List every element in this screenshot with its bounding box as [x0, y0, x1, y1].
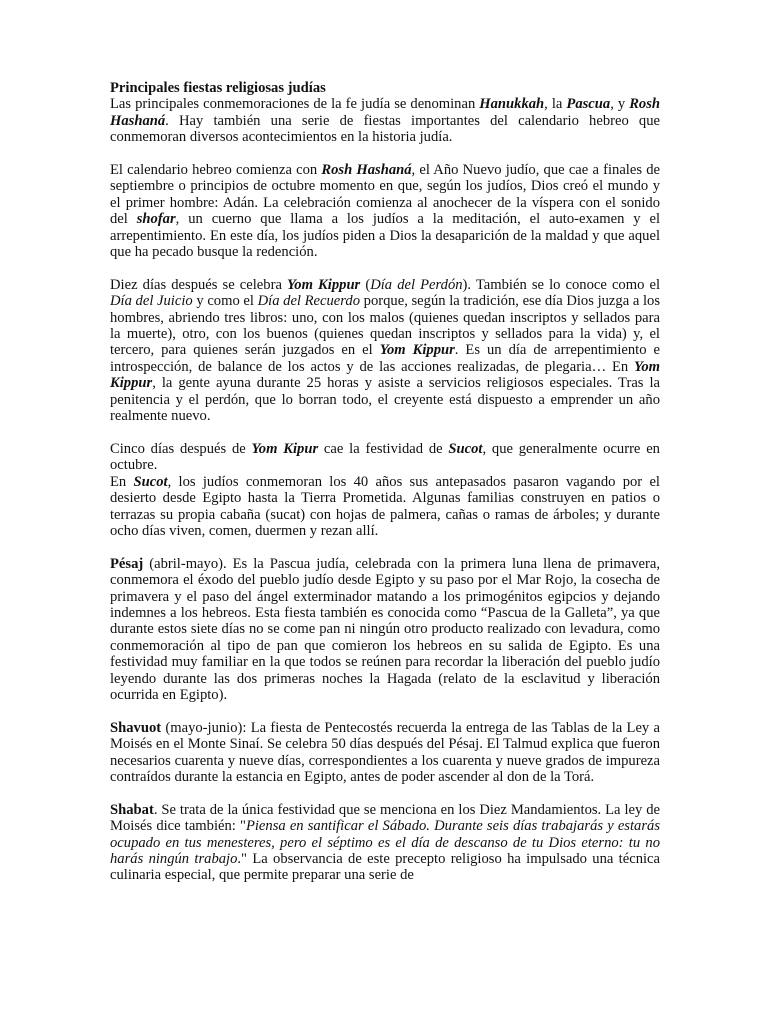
- text-run: Yom Kippur: [287, 276, 361, 293]
- text-run: , la gente ayuna durante 25 horas y asiste a servicios religiosos especiales. Tras la penitencia y el perdón, que lo borran todo, el creyente está dispuesto a emprender un año realmente nuevo.: [110, 375, 660, 425]
- sucot-paragraph-2: [110, 474, 660, 540]
- text-run: Sucot: [133, 473, 168, 490]
- text-run: Pascua: [566, 96, 611, 113]
- text-run: Diez días después se celebra: [110, 276, 288, 293]
- text-run: Shabat: [110, 801, 154, 818]
- text-run: . Se trata de la única festividad que se menciona en los Diez Mandamientos. La ley de Moisés dice también: ": [110, 801, 660, 835]
- text-run: Hanukkah: [479, 96, 545, 113]
- text-run: Cinco días después de: [110, 440, 252, 457]
- sucot-paragraph-1: [110, 441, 660, 474]
- text-run: En: [110, 473, 134, 490]
- text-run: , un cuerno que llama a los judíos a la meditación, el auto-examen y el arrepentimiento. En este día, los judíos piden a Dios la desaparición de la maldad y que aquel que ha pecado busque la redención.: [110, 211, 661, 261]
- rosh-hashana-paragraph: [110, 162, 660, 260]
- text-run: porque, según la tradición, ese día Dios juzga a los hombres, abriendo tres libros: uno, con los malos (quienes quedan inscriptos y sellados para la muerte), otro, con los buenos (quienes quedan inscriptos y sellados para la vida) y, el tercero, para quienes serán juzgados en el: [110, 293, 660, 359]
- pesaj-paragraph: [110, 556, 660, 704]
- text-run: Yom Kippur: [379, 342, 455, 359]
- intro-paragraph: [110, 80, 660, 146]
- text-run: ." La observancia de este precepto religioso ha impulsado una técnica culinaria especial, que permite preparar una serie de: [110, 851, 660, 884]
- text-run: Yom Kippur: [110, 358, 660, 392]
- paragraph-body: [110, 96, 660, 145]
- text-run: (: [360, 276, 371, 293]
- text-run: Rosh Hashaná: [321, 162, 412, 179]
- text-run: cae la festividad de: [318, 440, 449, 457]
- text-run: , la: [544, 96, 567, 113]
- shabat-paragraph: [110, 802, 660, 884]
- text-run: Día del Perdón: [370, 276, 463, 293]
- text-run: , los judíos conmemoran los 40 años sus antepasados pasaron vagando por el desierto desde Egipto hasta la Tierra Prometida. Algunas familias construyen en patios o terrazas su propia cabaña (sucat) con hojas de palmera, cañas o ramas de árboles; y durante ocho días viven, comen, duermen y rezan allí.: [110, 473, 660, 539]
- shavuot-paragraph: [110, 720, 660, 786]
- text-run: , y: [610, 96, 630, 113]
- text-run: Día del Juicio: [110, 293, 193, 310]
- text-run: Yom Kipur: [251, 440, 319, 457]
- document-title: Principales fiestas religiosas judías: [110, 80, 326, 96]
- text-run: y como el: [192, 293, 258, 310]
- text-run: . Es un día de arrepentimiento e introspección, de balance de los actos y de las acciones realizadas, de plegaria… En: [110, 342, 660, 375]
- text-run: . Hay también una serie de fiestas importantes del calendario hebreo que conmemoran diversos acontecimientos en la historia judía.: [110, 112, 660, 146]
- text-run: Día del Recuerdo: [257, 293, 361, 310]
- text-run: , que generalmente ocurre en octubre.: [110, 440, 660, 474]
- text-run: ). También se lo conoce como el: [462, 276, 660, 293]
- text-run: Las principales conmemoraciones de la fe judía se denominan: [110, 96, 480, 113]
- text-run: , el Año Nuevo judío, que cae a finales de septiembre o principios de octubre momento en que, según los judíos, Dios creó el mundo y el primer hombre: Adán. La celebración comienza al anochecer de la víspera con el sonido del: [110, 162, 660, 228]
- text-run: shofar: [136, 211, 176, 228]
- text-run: Piensa en santificar el Sábado. Durante seis días trabajarás y estarás ocupado en tus menesteres, pero el séptimo es el día de descanso de tu Dios eterno: tu no harás ningún trabajo: [110, 818, 660, 867]
- text-run: El calendario hebreo comienza con: [110, 162, 322, 179]
- text-run: (mayo-junio): La fiesta de Pentecostés recuerda la entrega de las Tablas de la Ley a Moisés en el Monte Sinaí. Se celebra 50 días después del Pésaj. El Talmud explica que fueron necesarios cuarenta y nueve días, correspondientes a los cuarenta y nueve grados de impureza contraídos durante la estancia en Egipto, antes de poder ascender al don de la Torá.: [110, 719, 660, 785]
- text-run: Rosh Hashaná: [110, 96, 661, 129]
- text-run: Pésaj: [110, 555, 144, 572]
- yom-kippur-paragraph: [110, 277, 660, 425]
- text-run: Sucot: [448, 440, 483, 457]
- text-run: (abril-mayo). Es la Pascua judía, celebrada con la primera luna llena de primavera, conmemora el éxodo del pueblo judío desde Egipto y su paso por el Mar Rojo, la cosecha de primavera y el paso del ángel exterminador matando a los primogénitos egipcios y dejando indemnes a los hebreos. Esta fiesta también es conocida como “Pascua de la Galleta”, ya que durante estos siete días no se come pan ni ningún otro producto realizado con levadura, como conmemoración al tipo de pan que comieron los hebreos en su salida de Egipto. Es una festividad muy familiar en la que todos se reúnen para recordar la liberación del pueblo judío leyendo durante las dos primeras noches la Hagada (relato de la esclavitud y liberación ocurrida en Egipto).: [110, 555, 660, 703]
- text-run: Shavuot: [110, 719, 162, 736]
